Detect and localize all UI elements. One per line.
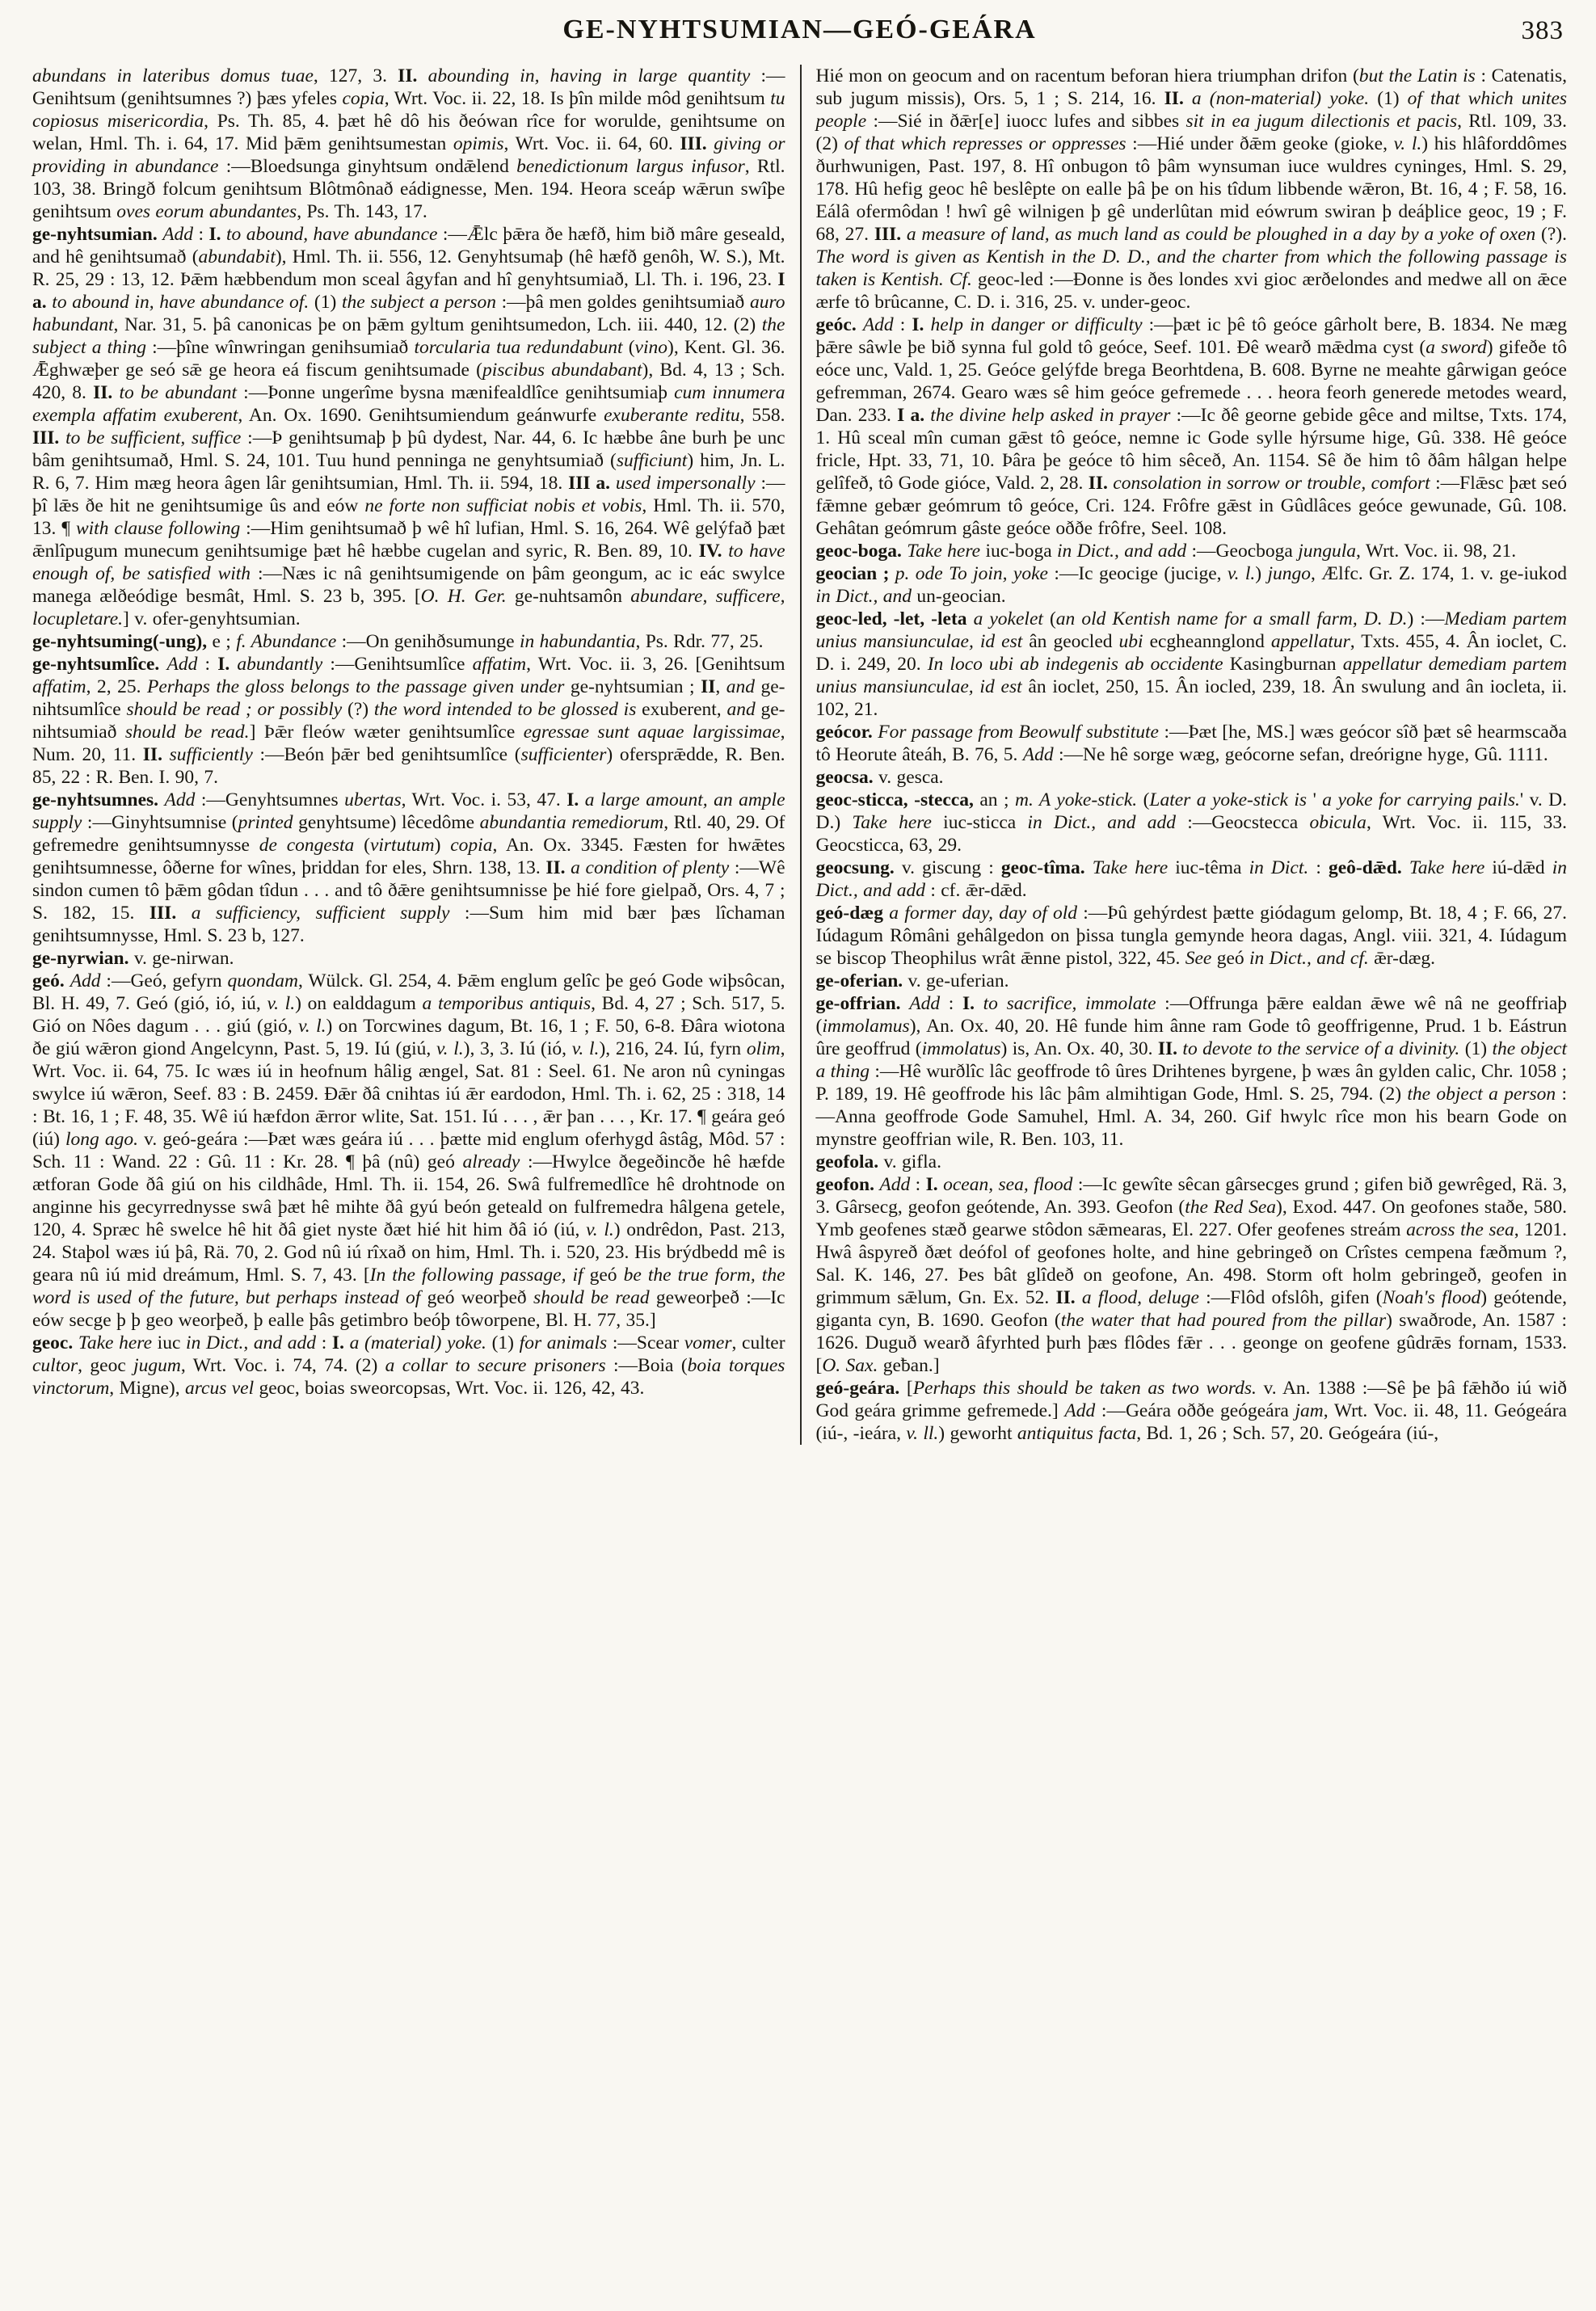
entry-headword: ge-offrian. xyxy=(815,993,901,1014)
entry-headword: ge-nyhtsumnes. xyxy=(32,789,159,810)
dictionary-entry: ge-nyhtsumian. Add : I. to abound, have abundance :—Ǣlc þǣra ðe hæfð, him bið mâre geseald, and hê genihtsumað (abundabit), Hml. Th. ii. 556, 12. Genyhtsumaþ (hê hæfð genôh, W. S.), Mt. R. 25, 29 : 13, 12. Þǣm hæbbendum mon sceal âgyfan and hî genyhtsumiað, Ll. Th. i. 196, 23. I a. to abound in, have abundance of. (1) the subject a person :—þâ men goldes genihtsumiað auro habundant, Nar. 31, 5. þâ canonicas þe on þǣm gyltum genihtsumedon, Lch. iii. 440, 12. (2) the subject a thing :—þîne wînwringan genihsumiað torcularia tua redundabunt (vino), Kent. Gl. 36. Ǣghwæþer ge seó sǣ ge heora eá fiscum genihtsumade (piscibus abundabant), Bd. 4, 13 ; Sch. 420, 8. II. to be abundant :—Þonne ungerîme bysna mænifealdlîce genihtsumiaþ cum innumera exempla affatim exuberent, An. Ox. 1690. Genihtsumiendum geánwurfe exuberante reditu, 558. III. to be sufficient, suffice :—Þ genihtsumaþ þ þû dydest, Nar. 44, 6. Ic hæbbe âne burh þe unc bâm genihtsumað, Hml. S. 24, 101. Tuu hund penninga ne genyhtsumiað (sufficiunt) him, Jn. L. R. 6, 7. Him mæg heora âgen lâr genihtsumian, Hml. Th. ii. 594, 18. III a. used impersonally :—þî lǣs ðe hit ne genihtsumige ûs and eów ne forte non sufficiat nobis et vobis, Hml. Th. ii. 570, 13. ¶ with clause following :—Him genihtsumað þ wê hî lufian, Hml. S. 16, 264. Wê gelýfað þæt ǣnlîpugum munecum genihtsumige þæt hê hæbbe cugelan and syric, R. Ben. 89, 10. IV. to have enough of, be satisfied with :—Næs ic nâ genihtsumigende on þâm geongum, ac ic eác swylce manega ælðeódige besmât, Hml. S. 23 b, 395. [O. H. Ger. ge-nuhtsamôn abundare, sufficere, locupletare.] v. ofer-genyhtsumian. xyxy=(32,224,785,629)
column-left xyxy=(32,65,800,1445)
dictionary-entry: ge-offrian. Add : I. to sacrifice, immolate :—Offrunga þǣre ealdan ǣwe wê nâ ne geoffriaþ (immolamus), An. Ox. 40, 20. Hê funde him ânne ram Gode tô geoffrigenne, Prud. 1 b. Eástrun ûre geoffrud (immolatus) is, An. Ox. 40, 30. II. to devote to the service of a divinity. (1) the object a thing :—Hê wurðlîc lâc geoffrode tô ûres Drihtenes byrgene, þ wæs ân gylden calic, Chr. 1058 ; P. 189, 19. Hê geoffrode his lâc þâm almihtigan Gode, Hml. S. 25, 794. (2) the object a person :—Anna geoffrode Gode Samuhel, Hml. A. 34, 260. Gif hwylc rîce mon his bearn Gode on mynstre geoffrian wile, R. Ben. 103, 11. xyxy=(815,993,1568,1150)
entry-headword: geócor. xyxy=(815,722,873,743)
entry-headword: ge-nyhtsuming(-ung), xyxy=(32,631,208,652)
dictionary-entry: geoc-sticca, -stecca, an ; m. A yoke-stick. (Later a yoke-stick is ' a yoke for carrying pails.' v. D. D.) Take here iuc-sticca in Dict., and add :—Geocstecca obicula, Wrt. Voc. ii. 115, 33. Geocsticca, 63, 29. xyxy=(815,789,1568,856)
dictionary-entry: ge-nyrwian. v. ge-nirwan. xyxy=(32,948,234,969)
dictionary-entry: geoc-boga. Take here iuc-boga in Dict., and add :—Geocboga jungula, Wrt. Voc. ii. 98, 21. xyxy=(815,541,1517,562)
dictionary-entry: geocsung. v. giscung : geoc-tîma. Take here iuc-têma in Dict. : geô-dǣd. Take here iú-dǣd in Dict., and add : cf. ǣr-dǣd. xyxy=(815,857,1568,901)
dictionary-entry: ge-oferian. v. ge-uferian. xyxy=(815,970,1009,991)
dictionary-entry: geoc-led, -let, -leta a yokelet (an old Kentish name for a small farm, D. D.) :—Mediam partem unius mansiunculae, id est ân geocled ubi ecgheannglond appellatur, Txts. 455, 4. Ân ioclet, C. D. i. 249, 20. In loco ubi ab indegenis ab occidente Kasingburnan appellatur demediam partem unius mansiunculae, id est ân ioclet, 250, 15. Ân iocled, 239, 18. Ân swulung and ân iocleta, ii. 102, 21. xyxy=(815,608,1568,720)
page-header-title: GE-NYHTSUMIAN—GEÓ-GEÁRA xyxy=(562,15,1037,44)
dictionary-entry: ge-nyhtsumlîce. Add : I. abundantly :—Genihtsumlîce affatim, Wrt. Voc. ii. 3, 26. [Genihtsum affatim, 2, 25. Perhaps the gloss belongs to the passage given under ge-nyhtsumian ; II, and ge-nihtsumlîce should be read ; or possibly (?) the word intended to be glossed is exuberent, and ge-nihtsumiað should be read.] Þǣr fleów wæter genihtsumlîce egressae sunt aquae largissimae, Num. 20, 11. II. sufficiently :—Beón þǣr bed genihtsumlîce (sufficienter) ofersprǣdde, R. Ben. 85, 22 : R. Ben. I. 90, 7. xyxy=(32,654,785,788)
entry-headword: geofon. xyxy=(815,1174,874,1195)
dictionary-entry: geofon. Add : I. ocean, sea, flood :—Ic gewîte sêcan gârsecges grund ; gifen bið gewrêged, Rä. 3, 3. Gârsecg, geofon geótende, An. 393. Geofon (the Red Sea), Exod. 447. On geofones staðe, 580. Ymb geofenes stæð gearwe stôdon sǣmearas, El. 227. Ofer geofenes streám across the sea, 1201. Hwâ âspyreð ðæt deófol of geofones holte, and hine gebringeð on Crîstes cempena fæðmum ?, Sal. K. 146, 27. Þes bât glîdeð on geofone, An. 498. Storm oft holm gebringeð, geofen in grimmum sǣlum, Gn. Ex. 52. II. a flood, deluge :—Flôd ofslôh, gifen (Noah's flood) geótende, giganta cyn, B. 1690. Geofon (the water that had poured from the pillar) swaðrode, An. 1587 : 1626. Duguð wearð âfyrhted þurh þæs flôdes fǣr . . . geonge on geofene gûdrǣs fornam, 1533. [O. Sax. geƀan.] xyxy=(815,1174,1568,1376)
entry-headword: geocian ; xyxy=(815,563,890,584)
entry-headword: geoc. xyxy=(32,1332,74,1353)
entry-headword: geó. xyxy=(32,970,65,991)
dictionary-entry: geocian ; p. ode To join, yoke :—Ic geocige (jucige, v. l.) jungo, Ælfc. Gr. Z. 174, 1. v. ge-iukod in Dict., and un-geocian. xyxy=(815,563,1567,607)
entry-headword: geó-dæg xyxy=(815,903,884,924)
entry-headword: geoc-boga. xyxy=(815,541,902,562)
dictionary-entry: geoc. Take here iuc in Dict., and add : I. a (material) yoke. (1) for animals :—Scear vomer, culter cultor, geoc jugum, Wrt. Voc. i. 74, 74. (2) a collar to secure prisoners :—Boia (boia torques vinctorum, Migne), arcus vel geoc, boias sweorcopsas, Wrt. Voc. ii. 126, 42, 43. xyxy=(32,1332,785,1399)
dictionary-entry: Hié mon on geocum and on racentum beforan hiera triumphan drifon (but the Latin is : Catenatis, sub jugum missis), Ors. 5, 1 ; S. 214, 16. II. a (non-material) yoke. (1) of that which unites people :—Sié in ðǣr[e] iuocc lufes and sibbes sit in ea jugum dilectionis et pacis, Rtl. 109, 33. (2) of that which represses or oppresses :—Hié under ðǣm geoke (gioke, v. l.) his hlâforddômes ðurhwunigen, Past. 197, 8. Hî onbugon tô þâm wynsuman iuce wuldres cyninges, Hml. S. 29, 178. Hû hefig geoc hê beslêpte on ealle þâ þe on his tîdum libbende wǣron, Bt. 16, 4 ; F. 58, 16. Eálâ ofermôdan ! hwî gê wilnigen þ gê underlûtan mid eówrum swiran þ deáþlice geoc, 19 ; F. 68, 27. III. a measure of land, as much land as could be ploughed in a day by a yoke of oxen (?). The word is given as Kentish in the D. D., and the charter from which the following passage is taken is Kentish. Cf. geoc-led :—Ðonne is ðes londes xvi gioc ærðelondes and medwe all on ǣce ærfe tô brûcanne, C. D. i. 316, 25. v. under-geoc. xyxy=(815,65,1568,313)
entry-headword: geoc-led, -let, -leta xyxy=(815,608,967,629)
dictionary-entry: abundans in lateribus domus tuae, 127, 3. II. abounding in, having in large quantity :—Genihtsum (genihtsumnes ?) þæs yfeles copia, Wrt. Voc. ii. 22, 18. Is þîn milde môd genihtsum tu copiosus misericordia, Ps. Th. 85, 4. þæt hê dô his ðeówan rîce for worulde, genihtsume on welan, Hml. Th. i. 64, 17. Mid þǣm genihtsumestan opimis, Wrt. Voc. ii. 64, 60. III. giving or providing in abundance :—Bloedsunga ginyhtsum ondǣlend benedictionum largus infusor, Rtl. 103, 38. Bringð folcum genihtsum Blôtmônað eádignesse, Men. 194. Heora sceáp wǣrun swîþe genihtsum oves eorum abundantes, Ps. Th. 143, 17. xyxy=(32,65,785,222)
column-right xyxy=(800,65,1568,1445)
dictionary-entry: geó-dæg a former day, day of old :—Þû gehýrdest þætte giódagum gelomp, Bt. 18, 4 ; F. 66, 27. Iúdagum Rômâni gehâlgedon on þissa tungla gemynde heora dagas, Angl. viii. 321, 4. Iúdagum se biscop Theophilus wrât ǣnne pistol, 322, 45. See geó in Dict., and cf. ǣr-dæg. xyxy=(815,903,1568,969)
entry-headword: ge-nyhtsumian. xyxy=(32,224,158,245)
dictionary-entry: ge-nyhtsumnes. Add :—Genyhtsumnes ubertas, Wrt. Voc. i. 53, 47. I. a large amount, an ample supply :—Ginyhtsumnise (printed genyhtsume) lêcedôme abundantia remediorum, Rtl. 40, 29. Of gefremedre genihtsumnysse de congesta (virtutum) copia, An. Ox. 3345. Fæsten for hwǣtes genihtsumnesse, ôðerne for wînes, þriddan for eles, Shrn. 138, 13. II. a condition of plenty :—Wê sindon cumen tô þǣm gôdan tîdun . . . and tô ðǣre genihtsumnisse þe hié fore gielpað, Ors. 4, 7 ; S. 182, 15. III. a sufficiency, sufficient supply :—Sum him mid bær þæs lîchaman genihtsumnysse, Hml. S. 23 b, 127. xyxy=(32,789,785,946)
running-head xyxy=(32,10,1567,57)
entry-headword: ge-oferian. xyxy=(815,970,903,991)
columns xyxy=(32,65,1567,1445)
dictionary-entry: geóc. Add : I. help in danger or difficulty :—þæt ic þê tô geóce gârholt bere, B. 1834. Ne mæg þǣre sâwle þe bið synna ful gold tô geóce, Seef. 101. Ðê wearð mǣdma cyst (a sword) gifeðe tô eóce unc, Vald. 1, 25. Geóce gelýfde brega Beorhtdena, B. 608. Byrne ne meahte gârwigan geóce gefremman, 2674. Gearo wæs sê him geóce gefremede . . . heora feorh generede metodes weard, Dan. 233. I a. the divine help asked in prayer :—Ic ðê georne gebide gêce and miltse, Txts. 174, 1. Hû sceal mîn cuman gǣst tô geóce, nemne ic Gode sylle hýrsume hige, Gû. 338. Hê geóce fricle, Hpt. 33, 71, 10. Þâra þe geóce tô him sêceð, An. 1154. Sê ðe him tô ðâm hâlgan helpe gelîfeð, tô Gode gióce, Vald. 2, 28. II. consolation in sorrow or trouble, comfort :—Flǣsc þæt seó fǣmne gebær geómrum tô geóce, Cri. 124. Frôfre gǣst in Gûdlâces geóce gewunade, Gû. 108. Gehâtan geómrum gâste geóce oððe frôfre, Seel. 108. xyxy=(815,314,1568,539)
entry-headword: geofola. xyxy=(815,1151,879,1172)
entry-headword: geocsung. xyxy=(815,857,895,878)
entry-headword: geocsa. xyxy=(815,767,874,788)
dictionary-entry: geocsa. v. gesca. xyxy=(815,767,944,788)
entry-headword: geóc. xyxy=(815,314,857,335)
entry-headword: geoc-sticca, -stecca, xyxy=(815,789,974,810)
entry-headword: ge-nyhtsumlîce. xyxy=(32,654,160,675)
dictionary-entry: geócor. For passage from Beowulf substitute :—Þæt [he, MS.] wæs geócor sîð þæt sê hearmscaða tô Heorute âteáh, B. 76, 5. Add :—Ne hê sorge wæg, geócorne sefan, dreórigne hyge, Gû. 1111. xyxy=(815,722,1567,765)
entry-headword: geó-geára. xyxy=(815,1378,900,1399)
dictionary-entry: geó. Add :—Geó, gefyrn quondam, Wülck. Gl. 254, 4. Þǣm englum gelîc þe geó Gode wiþsôcan, Bl. H. 49, 7. Geó (gió, ió, iú, v. l.) on ealddagum a temporibus antiquis, Bd. 4, 27 ; Sch. 517, 5. Gió on Nôes dagum . . . giú (gió, v. l.) on Torcwines dagum, Bt. 16, 1 ; F. 50, 6-8. Ðâra wiotona ðe giú wǣron giond Angelcynn, Past. 5, 19. Iú (giú, v. l.), 3, 3. Iú (ió, v. l.), 216, 24. Iú, fyrn olim, Wrt. Voc. ii. 64, 75. Ic wæs iú in heofnum hâlig ængel, Sat. 81 : Seel. 61. Ne aron nû cyningas swylce iú wǣron, Seef. 83 : B. 2459. Ðǣr ðâ cnihtas iú ǣr eardodon, Hml. Th. i. 62, 25 : 318, 14 : Bt. 16, 1 ; F. 48, 35. Wê iú hæfdon ǣrror wlite, Sat. 151. Iú . . . , ǣr þan . . . , Kr. 17. ¶ geára geó (iú) long ago. v. geó-geára :—Þæt wæs geára iú . . . þætte mid englum oferhygd âstâg, Môd. 57 : Sch. 11 : Wand. 22 : Gû. 11 : Kr. 28. ¶ þâ (nû) geó already :—Hwylce ðegeðincðe hê hæfde ætforan Gode ðâ giú on his cildhâde, Hml. Th. ii. 154, 26. Swâ fulfremedlîce hê drohtnode on anginne his gecyrrednysse swâ þæt hê mihte ðâ gyú beón geteald on fulfremedra hâlgena getele, 120, 4. Spræc hê swelce hê hit ðâ giet nyste ðæt hié hit him ðâ ió (iú, v. l.) ondrêdon, Past. 213, 24. Staþol wæs iú þâ, Rä. 70, 2. God nû iú rîxað on him, Hml. Th. i. 520, 23. His brýdbedd mê is geara nû iú mid dreámum, Hml. S. 7, 43. [In the following passage, if geó be the true form, the word is used of the future, but perhaps instead of geó weorþeð should be read geweorþeð :—Ic eów secge þ þ geo weorþeð, þ ealle þâs getimbro beóþ tôworpene, Bl. H. 77, 35.] xyxy=(32,970,785,1331)
entry-headword: ge-nyrwian. xyxy=(32,948,129,969)
page-number: 383 xyxy=(1521,16,1564,45)
dictionary-entry: geó-geára. [Perhaps this should be taken as two words. v. An. 1388 :—Sê þe þâ fǣhðo iú wið God geára grimme gefremede.] Add :—Geára oððe geógeára jam, Wrt. Voc. ii. 48, 11. Geógeára (iú-, -ieára, v. ll.) geworht antiquitus facta, Bd. 1, 26 ; Sch. 57, 20. Geógeára (iú-, xyxy=(815,1378,1568,1444)
dictionary-entry: ge-nyhtsuming(-ung), e ; f. Abundance :—On genihðsumunge in habundantia, Ps. Rdr. 77, 25. xyxy=(32,631,764,652)
dictionary-entry: geofola. v. gifla. xyxy=(815,1151,941,1172)
